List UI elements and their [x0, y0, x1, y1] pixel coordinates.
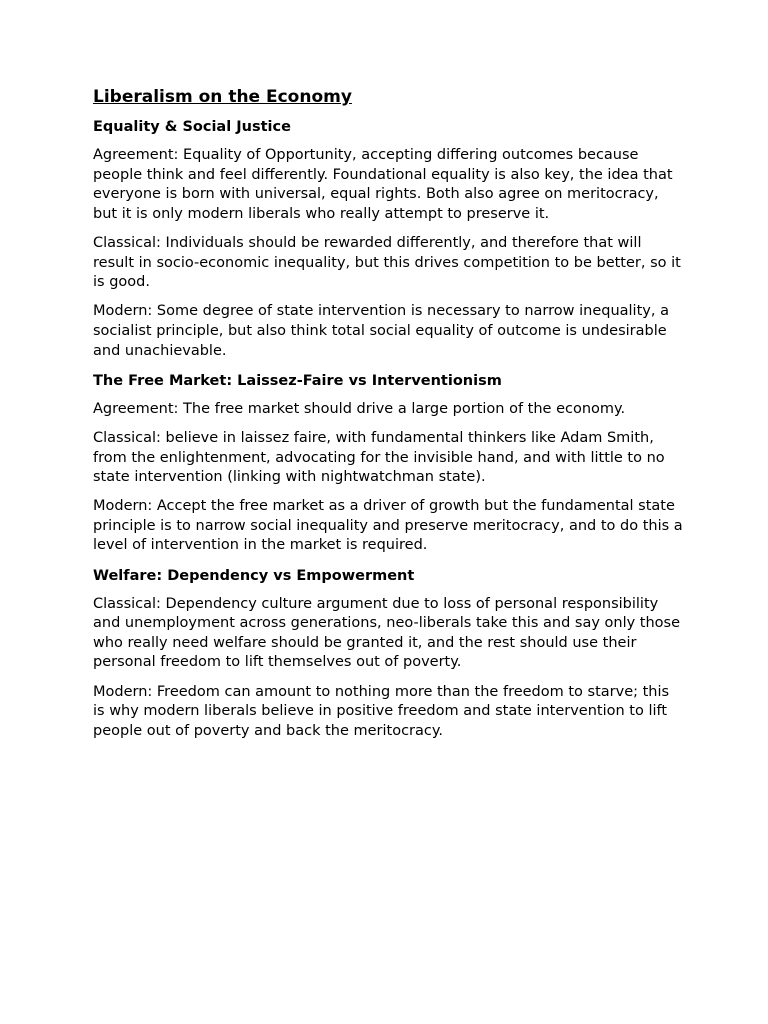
section-welfare — [93, 566, 683, 742]
paragraph: Agreement: The free market should drive a large portion of the economy. — [93, 400, 626, 417]
section-heading: The Free Market: Laissez-Faire vs Interventionism — [93, 372, 502, 389]
document-title: Liberalism on the Economy — [93, 87, 352, 107]
section-heading: Equality & Social Justice — [93, 119, 291, 135]
paragraph: Modern: Freedom can amount to nothing more than the freedom to starve; this is why modern liberals believe in positive freedom and state intervention to lift people out of poverty and back the meritocracy. — [93, 683, 670, 739]
document-body — [93, 86, 683, 751]
section-equality — [93, 117, 683, 361]
section-free-market — [93, 371, 683, 556]
paragraph: Modern: Some degree of state intervention is necessary to narrow inequality, a socialist principle, but also think total social equality of outcome is undesirable and unachievable. — [93, 303, 669, 359]
paragraph: Modern: Accept the free market as a driver of growth but the fundamental state principle is to narrow social inequality and preserve meritocracy, and to do this a level of intervention in the market is required. — [93, 498, 683, 554]
section-heading: Welfare: Dependency vs Empowerment — [93, 567, 415, 584]
paragraph: Classical: Individuals should be rewarded differently, and therefore that will result in socio-economic inequality, but this drives competition to be better, so it is good. — [93, 234, 681, 291]
paragraph: Classical: believe in laissez faire, with fundamental thinkers like Adam Smith, from the enlightenment, advocating for the invisible hand, and with little to no state intervention (linking with nightwatchman state). — [93, 429, 665, 486]
paragraph: Agreement: Equality of Opportunity, accepting differing outcomes because people think and feel differently. Foundational equality is also key, the idea that everyone is born with universal, equal rights. Both also agree on meritocracy, but it is only modern liberals who really attempt to preserve it. — [93, 147, 673, 222]
paragraph: Classical: Dependency culture argument due to loss of personal responsibility and unemployment across generations, neo-liberals take this and say only those who really need welfare should be granted it, and the rest should use their personal freedom to lift themselves out of poverty. — [93, 595, 681, 671]
